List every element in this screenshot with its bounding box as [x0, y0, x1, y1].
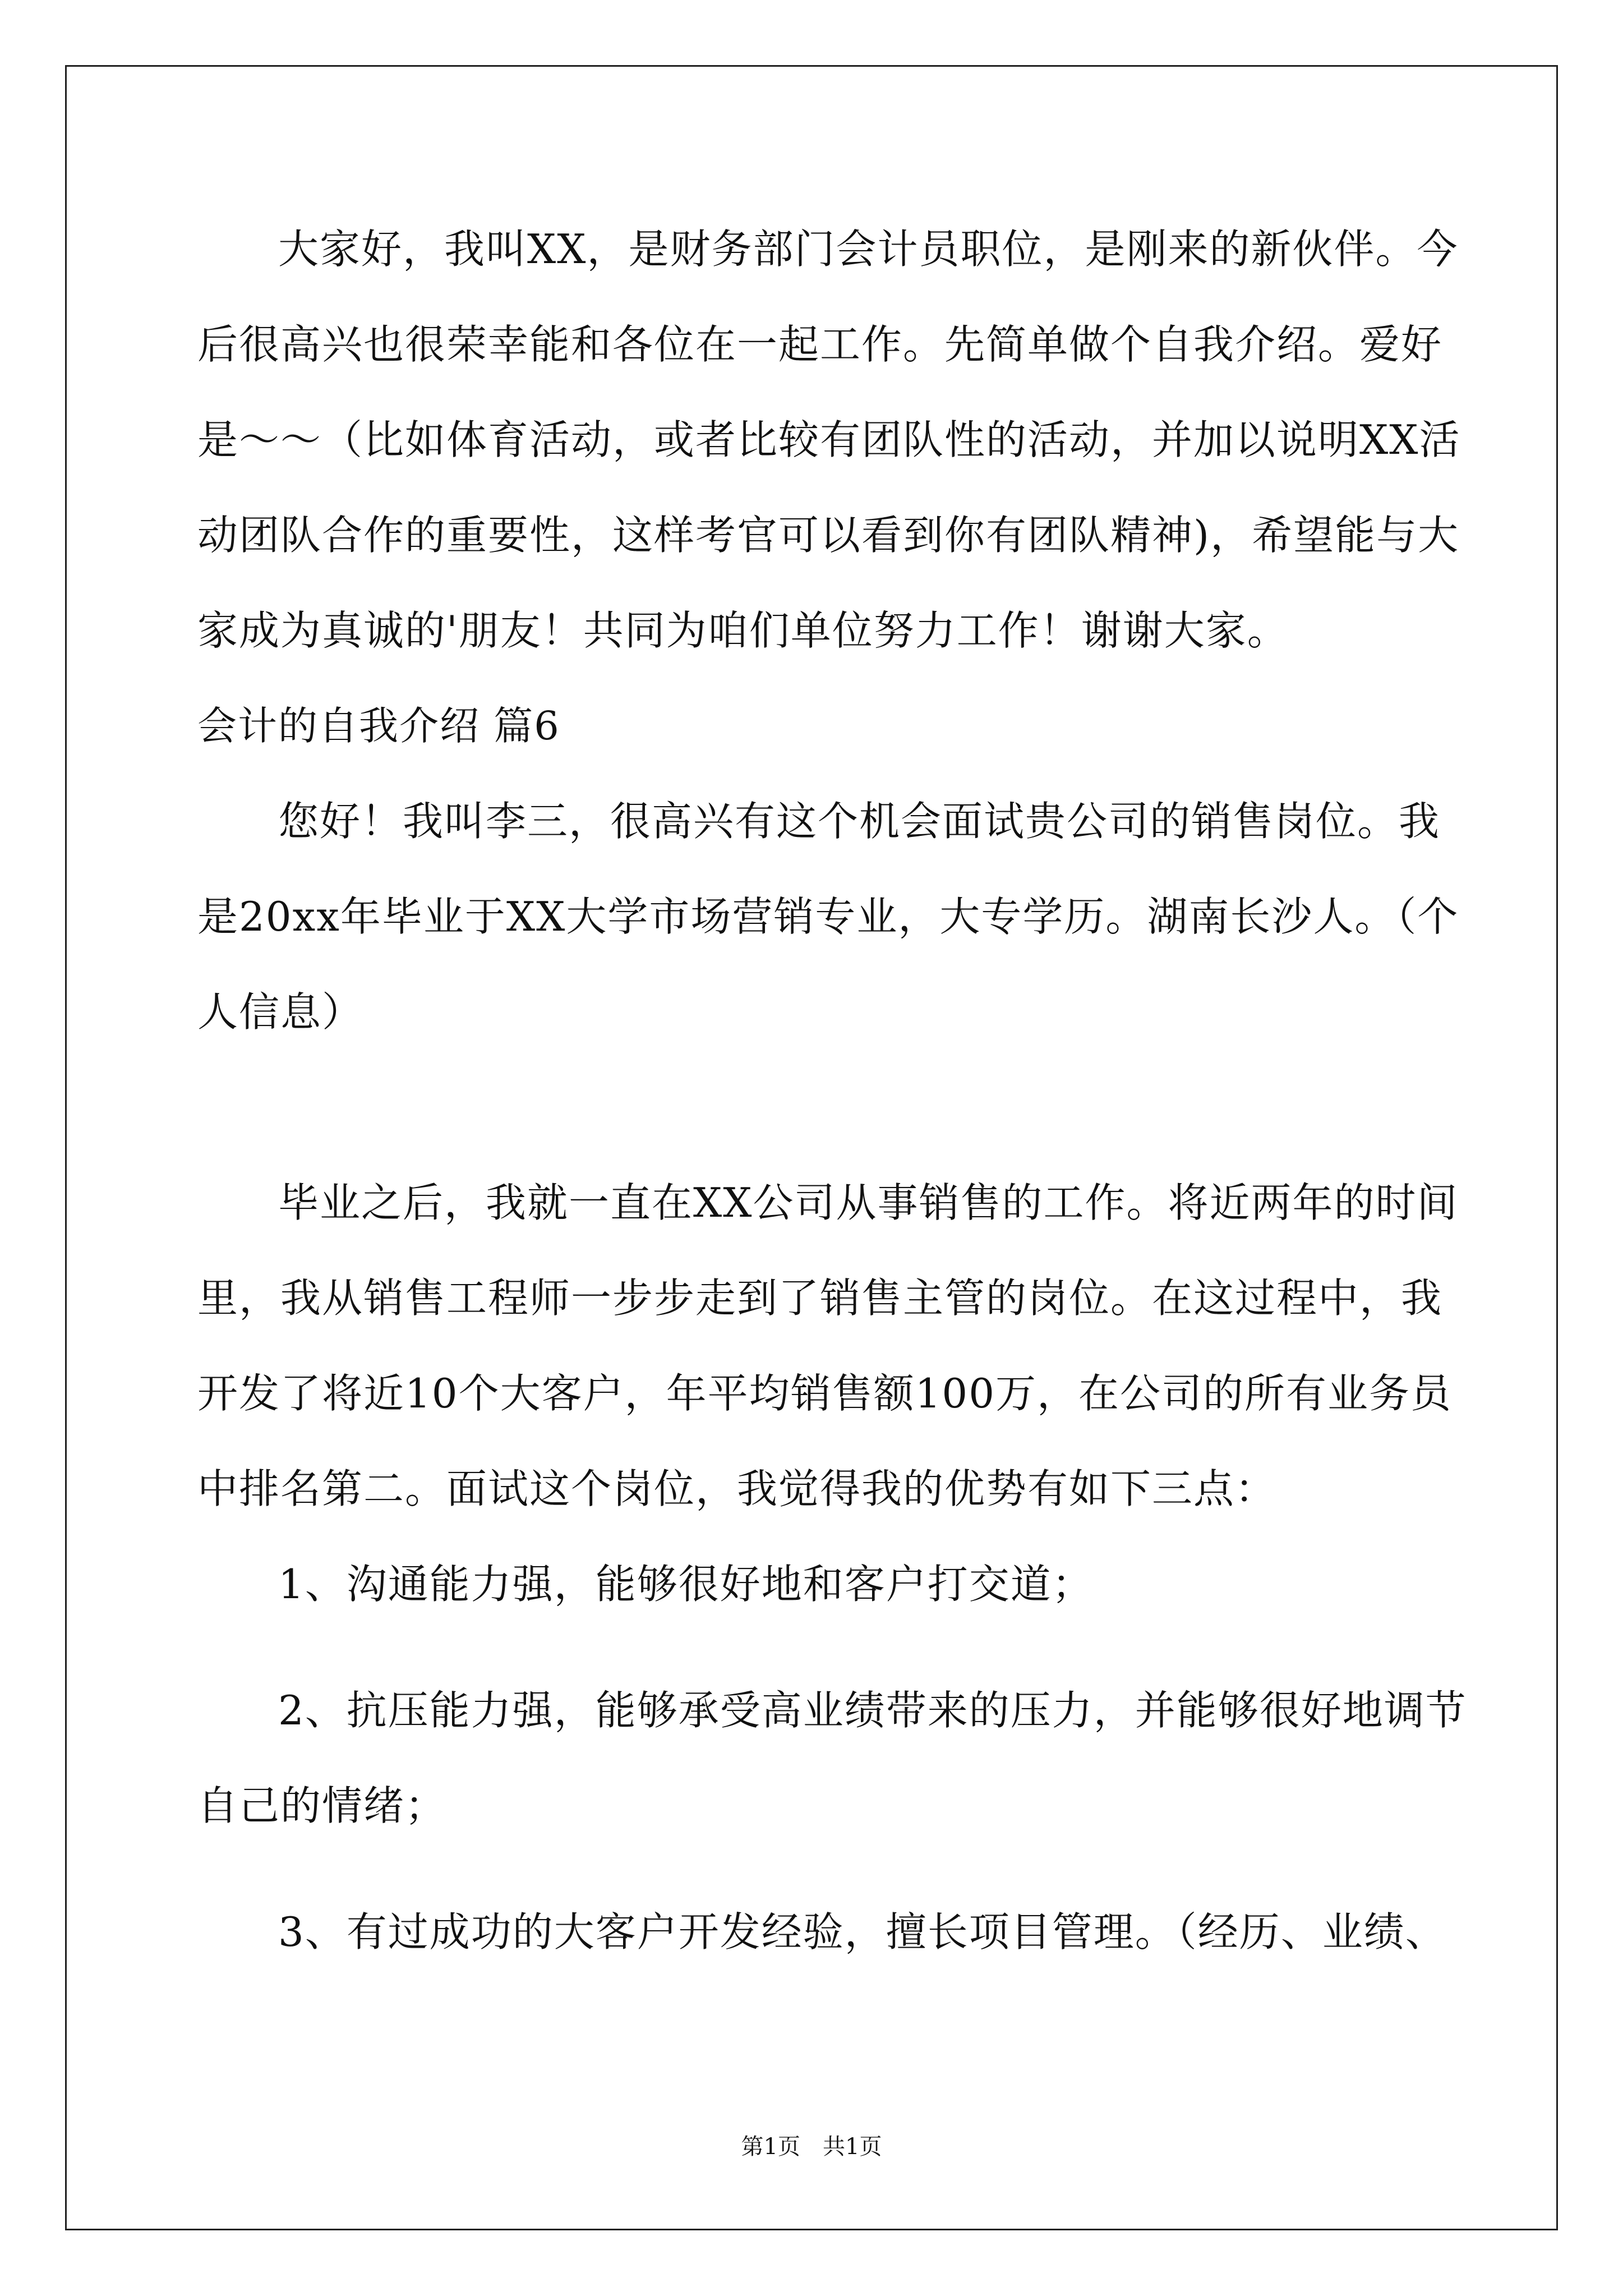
paragraph-line: 动团队合作的重要性，这样考官可以看到你有团队精神)，希望能与大 — [197, 512, 1460, 559]
paragraph-line: 大家好，我叫XX，是财务部门会计员职位，是刚来的新伙伴。今 — [278, 226, 1459, 273]
section-heading: 会计的自我介绍 篇6 — [197, 703, 560, 749]
paragraph-line: 中排名第二。面试这个岗位，我觉得我的优势有如下三点： — [197, 1465, 1277, 1512]
paragraph-line: 家成为真诚的'朋友！共同为咱们单位努力工作！谢谢大家。 — [197, 607, 1289, 654]
paragraph-line: 是～～（比如体育活动，或者比较有团队性的活动，并加以说明XX活 — [197, 416, 1461, 463]
paragraph-line: 您好！我叫李三，很高兴有这个机会面试贵公司的销售岗位。我 — [278, 798, 1441, 845]
paragraph-line: 毕业之后，我就一直在XX公司从事销售的工作。将近两年的时间 — [278, 1179, 1459, 1226]
list-item: 3、有过成功的大客户开发经验，擅长项目管理。（经历、业绩、 — [278, 1908, 1447, 1955]
paragraph-line: 里，我从销售工程师一步步走到了销售主管的岗位。在这过程中，我 — [197, 1274, 1443, 1322]
paragraph-line: 人信息） — [197, 988, 364, 1036]
paragraph-line: 自己的情绪； — [197, 1782, 447, 1829]
paragraph-line: 开发了将近10个大客户，年平均销售额100万，在公司的所有业务员 — [197, 1370, 1453, 1417]
paragraph-line: 是20xx年毕业于XX大学市场营销专业，大专学历。湖南长沙人。（个 — [197, 893, 1459, 940]
paragraph-line: 后很高兴也很荣幸能和各位在一起工作。先简单做个自我介绍。爱好 — [197, 321, 1443, 368]
list-item: 1、沟通能力强，能够很好地和客户打交道； — [278, 1561, 1094, 1608]
list-item: 2、抗压能力强，能够承受高业绩带来的压力，并能够很好地调节 — [278, 1687, 1467, 1734]
page-footer: 第1页 共1页 — [741, 2134, 882, 2160]
